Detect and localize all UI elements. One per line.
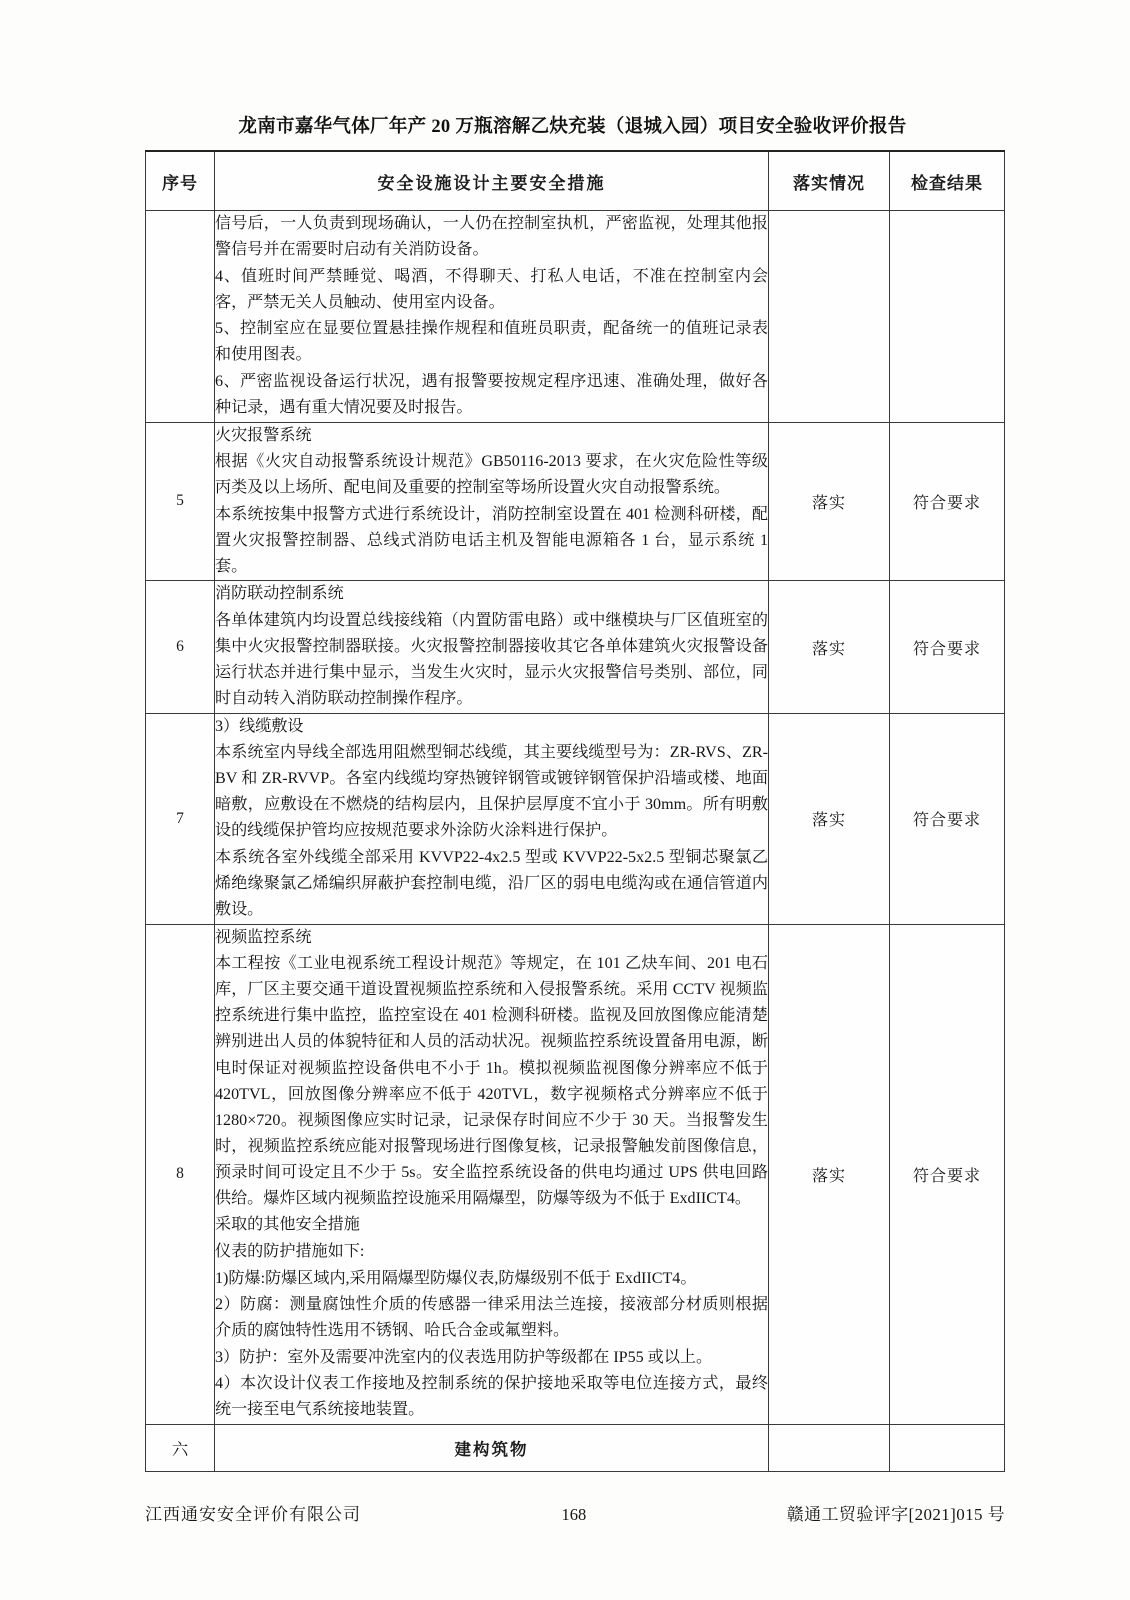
measure-title: 视频监控系统 bbox=[215, 928, 312, 946]
row-result: 符合要求 bbox=[890, 581, 1005, 713]
column-header-measures: 安全设施设计主要安全措施 bbox=[215, 151, 769, 211]
row-seq: 6 bbox=[146, 581, 215, 713]
row-result: 符合要求 bbox=[890, 924, 1005, 1424]
measure-paragraph: 各单体建筑内均设置总线接线箱（内置防雷电路）或中继模块与厂区值班室的集中火灾报警控制器联接。火灾报警控制器接收其它各单体建筑火灾报警设备运行状态并进行集中显示，当发生火灾时，显示火灾报警信号类别、部位，同时自动转入消防联动控制操作程序。 bbox=[215, 611, 768, 708]
row-seq: 8 bbox=[146, 924, 215, 1424]
row-measures bbox=[215, 211, 769, 423]
footer-doc-code: 赣通工贸验评字[2021]015 号 bbox=[786, 1505, 1005, 1524]
category-result bbox=[890, 1424, 1005, 1471]
measure-paragraph: 本系统按集中报警方式进行系统设计，消防控制室设置在 401 检测科研楼，配置火灾报警控制器、总线式消防电话主机及智能电源箱各 1 台，显示系统 1 套。 bbox=[215, 505, 768, 575]
table-row bbox=[146, 924, 1005, 1424]
measure-paragraph: 5、控制室应在显要位置悬挂操作规程和值班员职责，配备统一的值班记录表和使用图表。 bbox=[215, 320, 768, 364]
measure-title: 3）线缆敷设 bbox=[215, 717, 304, 735]
category-implementation bbox=[769, 1424, 890, 1471]
safety-measures-table bbox=[145, 150, 1005, 1472]
row-implementation: 落实 bbox=[769, 422, 890, 581]
measure-subtitle: 采取的其他安全措施 bbox=[215, 1216, 360, 1234]
measure-paragraph: 4）本次设计仪表工作接地及控制系统的保护接地采取等电位连接方式，最终统一接至电气系统接地装置。 bbox=[215, 1375, 768, 1419]
measure-paragraph: 本工程按《工业电视系统工程设计规范》等规定，在 101 乙炔车间、201 电石库，厂区主要交通干道设置视频监控系统和入侵报警系统。采用 CCTV 视频监控系统进行集中监控，监控室设在 401 检测科研楼。监视及回放图像应能清楚辨别进出人员的体貌特征和人员的活动状况。视频监控系统设置备用电源，断电时保证对视频监控设备供电不小于 1h。模拟视频监视图像分辨率应不低于 420TVL，回放图像分辨率应不低于 420TVL，数字视频格式分辨率应不低于 1280×720。视频图像应实时记录，记录保存时间应不少于 30 天。当报警发生时，视频监控系统应能对报警现场进行图像复核，记录报警触发前图像信息，预录时间可设定且不少于 5s。安全监控系统设备的供电均通过 UPS 供电回路供给。爆炸区域内视频监控设施采用隔爆型，防爆等级为不低于 ExdIICT4。 bbox=[215, 955, 768, 1207]
table-row bbox=[146, 581, 1005, 713]
footer-company: 江西通安安全评价有限公司 bbox=[145, 1505, 361, 1524]
measure-paragraph: 1)防爆:防爆区域内,采用隔爆型防爆仪表,防爆级别不低于 ExdIICT4。 bbox=[215, 1269, 697, 1287]
row-measures bbox=[215, 924, 769, 1424]
measure-title: 火灾报警系统 bbox=[215, 426, 312, 444]
row-implementation: 落实 bbox=[769, 924, 890, 1424]
row-seq bbox=[146, 211, 215, 423]
table-row bbox=[146, 422, 1005, 581]
table-row bbox=[146, 211, 1005, 423]
row-implementation bbox=[769, 211, 890, 423]
measure-paragraph: 本系统各室外线缆全部采用 KVVP22-4x2.5 型或 KVVP22-5x2.5 型铜芯聚氯乙烯绝缘聚氯乙烯编织屏蔽护套控制电缆，沿厂区的弱电电缆沟或在通信管道内敷设。 bbox=[215, 849, 768, 919]
row-implementation: 落实 bbox=[769, 581, 890, 713]
category-label: 建构筑物 bbox=[215, 1424, 769, 1471]
column-header-seq: 序号 bbox=[146, 151, 215, 211]
row-result: 符合要求 bbox=[890, 713, 1005, 924]
table-body bbox=[146, 211, 1005, 1472]
row-result: 符合要求 bbox=[890, 422, 1005, 581]
page-title: 龙南市嘉华气体厂年产 20 万瓶溶解乙炔充装（退城入园）项目安全验收评价报告 bbox=[238, 117, 907, 137]
row-implementation: 落实 bbox=[769, 713, 890, 924]
measure-paragraph: 信号后，一人负责到现场确认，一人仍在控制室执机，严密监视，处理其他报警信号并在需要时启动有关消防设备。 bbox=[215, 215, 768, 259]
measure-paragraph: 3）防护：室外及需要冲洗室内的仪表选用防护等级都在 IP55 或以上。 bbox=[215, 1348, 713, 1366]
measure-paragraph: 4、值班时间严禁睡觉、喝酒，不得聊天、打私人电话，不准在控制室内会客，严禁无关人员触动、使用室内设备。 bbox=[215, 267, 768, 311]
row-seq: 7 bbox=[146, 713, 215, 924]
measure-title: 消防联动控制系统 bbox=[215, 585, 344, 603]
footer-page-number: 168 bbox=[561, 1505, 587, 1524]
table-row bbox=[146, 713, 1005, 924]
row-measures bbox=[215, 581, 769, 713]
category-row bbox=[146, 1424, 1005, 1471]
measure-paragraph: 2）防腐：测量腐蚀性介质的传感器一律采用法兰连接，接液部分材质则根据介质的腐蚀特性选用不锈钢、哈氏合金或氟塑料。 bbox=[215, 1296, 768, 1340]
row-measures bbox=[215, 713, 769, 924]
table-header-row bbox=[146, 151, 1005, 211]
measure-paragraph: 仪表的防护措施如下: bbox=[215, 1242, 365, 1260]
measure-paragraph: 本系统室内导线全部选用阻燃型铜芯线缆，其主要线缆型号为：ZR-RVS、ZR-BV 和 ZR-RVVP。各室内线缆均穿热镀锌钢管或镀锌钢管保护沿墙或楼、地面暗敷，应敷设在不燃烧的结构层内，且保护层厚度不宜小于 30mm。所有明敷设的线缆保护管均应按规范要求外涂防火涂料进行保护。 bbox=[215, 744, 768, 840]
row-seq: 5 bbox=[146, 422, 215, 581]
column-header-result: 检查结果 bbox=[890, 151, 1005, 211]
table-header bbox=[146, 151, 1005, 211]
page-footer bbox=[145, 1500, 1005, 1525]
column-header-implementation: 落实情况 bbox=[769, 151, 890, 211]
row-result bbox=[890, 211, 1005, 423]
row-measures bbox=[215, 422, 769, 581]
measure-paragraph: 6、严密监视设备运行状况，遇有报警要按规定程序迅速、准确处理，做好各种记录，遇有重大情况要及时报告。 bbox=[215, 372, 768, 416]
category-seq: 六 bbox=[146, 1424, 215, 1471]
measure-paragraph: 根据《火灾自动报警系统设计规范》GB50116-2013 要求，在火灾危险性等级丙类及以上场所、配电间及重要的控制室等场所设置火灾自动报警系统。 bbox=[215, 453, 768, 497]
